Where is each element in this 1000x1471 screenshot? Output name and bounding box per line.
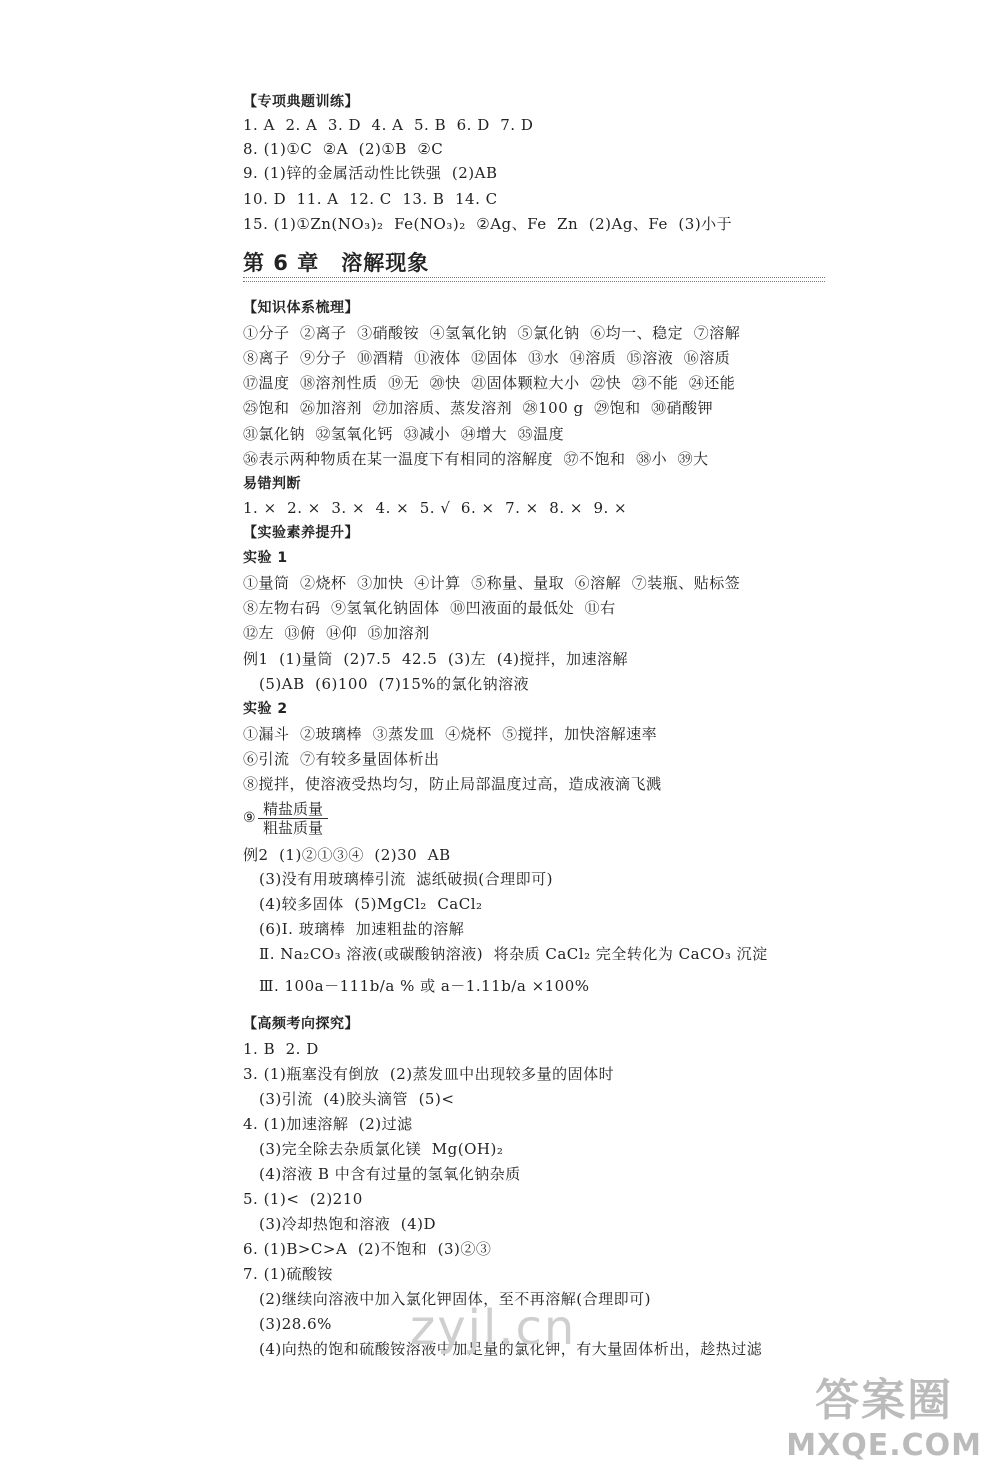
answer-line: 例1 (1)量筒 (2)7.5 42.5 (3)左 (4)搅拌，加速溶解	[243, 650, 628, 668]
answer-line: 7. (1)硫酸铵	[243, 1265, 333, 1283]
answer-line: Ⅱ. Na₂CO₃ 溶液(或碳酸钠溶液) 将杂质 CaCl₂ 完全转化为 CaCO₃ 沉淀	[259, 945, 768, 963]
answer-line: 9. (1)锌的金属活动性比铁强 (2)AB	[243, 164, 498, 182]
answer-line: ㉛氯化钠 ㉜氢氧化钙 ㉝减小 ㉞增大 ㉟温度	[243, 425, 565, 443]
answer-line: 5. (1)< (2)210	[243, 1190, 363, 1208]
fraction-marker: ⑨	[243, 810, 256, 826]
answer-line: ㉕饱和 ㉖加溶剂 ㉗加溶质、蒸发溶剂 ㉘100 g ㉙饱和 ㉚硝酸钾	[243, 399, 714, 417]
watermark-small: MXQE.COM	[786, 1428, 982, 1463]
answer-line: (3)冷却热饱和溶液 (4)D	[259, 1215, 437, 1233]
answer-line: 例2 (1)②①③④ (2)30 AB	[243, 846, 451, 864]
fraction-denominator: 粗盐质量	[262, 819, 323, 837]
watermark-mid: zyjl.cn	[410, 1300, 577, 1356]
section-heading: 易错判断	[243, 476, 301, 492]
answer-line: 15. (1)①Zn(NO₃)₂ Fe(NO₃)₂ ②Ag、Fe Zn (2)Ag、Fe (3)小于	[243, 215, 733, 233]
answer-line: 1. × 2. × 3. × 4. × 5. √ 6. × 7. × 8. × 9. ×	[243, 499, 628, 517]
answer-line: 6. (1)B>C>A (2)不饱和 (3)②③	[243, 1240, 492, 1258]
answer-line: ①量筒 ②烧杯 ③加快 ④计算 ⑤称量、量取 ⑥溶解 ⑦装瓶、贴标签	[243, 574, 741, 592]
answer-line: (4)较多固体 (5)MgCl₂ CaCl₂	[259, 895, 483, 913]
answer-line: ⑰温度 ⑱溶剂性质 ⑲无 ⑳快 ㉑固体颗粒大小 ㉒快 ㉓不能 ㉔还能	[243, 374, 736, 392]
answer-line: (3)引流 (4)胶头滴管 (5)<	[259, 1090, 455, 1108]
answer-line: (3)没有用玻璃棒引流 滤纸破损(合理即可)	[259, 870, 553, 888]
section-heading: 【知识体系梳理】	[243, 300, 359, 316]
answer-line: ⑧离子 ⑨分子 ⑩酒精 ⑪液体 ⑫固体 ⑬水 ⑭溶质 ⑮溶液 ⑯溶质	[243, 349, 731, 367]
answer-line: 10. D 11. A 12. C 13. B 14. C	[243, 190, 498, 208]
answer-line: 1. B 2. D	[243, 1040, 319, 1058]
watermark	[786, 1364, 982, 1463]
fraction-numerator: 精盐质量	[258, 800, 328, 819]
answer-line: (3)28.6%	[259, 1315, 332, 1333]
answer-line: 8. (1)①C ②A (2)①B ②C	[243, 140, 444, 158]
answer-line: ①分子 ②离子 ③硝酸铵 ④氢氧化钠 ⑤氯化钠 ⑥均一、稳定 ⑦溶解	[243, 324, 741, 342]
answer-line: ⑫左 ⑬俯 ⑭仰 ⑮加溶剂	[243, 624, 430, 642]
chapter-title: 第 6 章 溶解现象	[243, 251, 430, 275]
answer-line: 3. (1)瓶塞没有倒放 (2)蒸发皿中出现较多量的固体时	[243, 1065, 615, 1083]
answer-line: (3)完全除去杂质氯化镁 Mg(OH)₂	[259, 1140, 504, 1158]
section-heading: 【实验素养提升】	[243, 525, 359, 541]
answer-line: (4)向热的饱和硫酸铵溶液中加足量的氯化钾，有大量固体析出，趁热过滤	[259, 1340, 763, 1358]
answer-line: (4)溶液 B 中含有过量的氢氧化钠杂质	[259, 1165, 521, 1183]
answer-line: (6)Ⅰ. 玻璃棒 加速粗盐的溶解	[259, 920, 465, 938]
answer-line: (5)AB (6)100 (7)15%的氯化钠溶液	[259, 675, 530, 693]
answer-line: ⑧搅拌，使溶液受热均匀，防止局部温度过高，造成液滴飞溅	[243, 775, 662, 793]
fraction	[258, 800, 328, 837]
answer-line: ⑥引流 ⑦有较多量固体析出	[243, 750, 440, 768]
answer-line: ㊱表示两种物质在某一温度下有相同的溶解度 ㊲不饱和 ㊳小 ㊴大	[243, 450, 709, 468]
section-heading: 【高频考向探究】	[243, 1016, 359, 1032]
answer-line: 1. A 2. A 3. D 4. A 5. B 6. D 7. D	[243, 116, 534, 134]
subsection-heading: 实验 1	[243, 550, 288, 566]
subsection-heading: 实验 2	[243, 701, 288, 717]
answer-line: (2)继续向溶液中加入氯化钾固体，至不再溶解(合理即可)	[259, 1290, 651, 1308]
chapter-divider	[243, 277, 825, 282]
answer-line: 4. (1)加速溶解 (2)过滤	[243, 1115, 413, 1133]
answer-line: ⑧左物右码 ⑨氢氧化钠固体 ⑩凹液面的最低处 ⑪右	[243, 599, 616, 617]
watermark-big: 答案圈	[815, 1375, 954, 1426]
answer-line: Ⅲ. 100a－111b/a % 或 a－1.11b/a ×100%	[259, 977, 590, 995]
section-heading: 【专项典题训练】	[243, 94, 359, 110]
answer-line: ①漏斗 ②玻璃棒 ③蒸发皿 ④烧杯 ⑤搅拌，加快溶解速率	[243, 725, 658, 743]
